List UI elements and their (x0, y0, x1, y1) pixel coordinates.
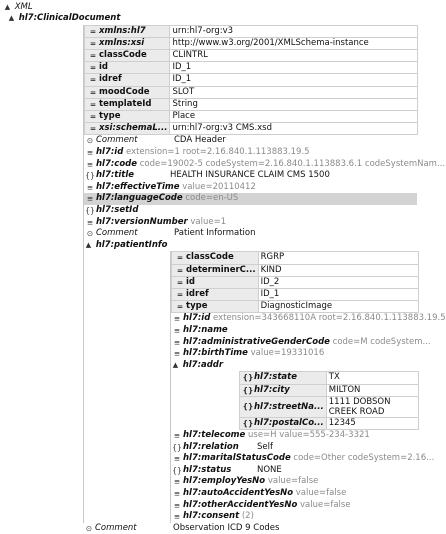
addr-field-value-cell[interactable]: 12345 (326, 417, 418, 429)
collapse-toggle-icon[interactable]: ▲ (4, 3, 11, 11)
attribute-name: determinerC... (186, 264, 256, 275)
attribute-name: idref (186, 288, 209, 299)
attribute-name: type (99, 111, 121, 122)
element-expand-icon[interactable]: ≡ (86, 194, 94, 204)
element-expand-icon[interactable]: ≡ (173, 512, 181, 522)
node-name: hl7:status (183, 464, 232, 475)
attribute-row-moodcode[interactable] (85, 86, 418, 98)
element-expand-icon[interactable]: ≡ (173, 488, 181, 498)
attribute-name-cell[interactable] (172, 252, 259, 264)
attribute-row-classcode[interactable] (85, 50, 418, 62)
addr-field-name: hl7:state (254, 372, 297, 383)
text-node-icon: {} (242, 401, 254, 411)
node-value: Self (257, 441, 273, 452)
node-name: hl7:code (96, 158, 138, 169)
element-expand-icon[interactable]: ≡ (173, 430, 181, 440)
addr-row[interactable] (171, 360, 417, 372)
child-row-hl7-code[interactable] (84, 158, 446, 171)
attribute-name-cell[interactable] (85, 98, 170, 110)
patient-children (171, 313, 446, 359)
node-value: use=H value=555-234-3321 (248, 429, 370, 440)
attribute-name-cell[interactable] (172, 288, 259, 300)
patient-info-row[interactable] (84, 240, 417, 252)
node-name: hl7:name (183, 324, 228, 335)
patient-info-body (170, 251, 446, 522)
element-expand-icon[interactable]: ≡ (173, 454, 181, 464)
child-row-hl7-birthtime[interactable] (171, 348, 417, 360)
attribute-row-xmlns-hl7[interactable] (85, 25, 418, 37)
addr-field-row-hl7-city[interactable] (240, 384, 419, 396)
child-row-hl7-id[interactable] (84, 147, 417, 159)
node-name: hl7:otherAccidentYesNo (183, 499, 298, 510)
attribute-icon: = (176, 302, 184, 312)
attribute-row-xmlns-xsi[interactable] (85, 37, 418, 49)
attribute-value-cell[interactable]: http://www.w3.org/2001/XMLSchema-instance (170, 37, 418, 49)
child-row-hl7-languagecode[interactable] (84, 193, 417, 205)
attribute-value-cell[interactable]: Place (170, 111, 418, 123)
attribute-value-cell[interactable]: ID_1 (258, 288, 418, 300)
attribute-name: id (99, 62, 108, 73)
collapse-toggle-icon[interactable]: ▲ (85, 240, 92, 249)
node-name: hl7:languageCode (96, 193, 183, 204)
node-name: hl7:maritalStatusCode (183, 453, 291, 464)
addr-table (239, 371, 419, 430)
attribute-value-cell[interactable]: ID_2 (258, 276, 418, 288)
document-children (84, 135, 446, 239)
attribute-value-cell[interactable]: ID_1 (170, 74, 418, 86)
attribute-name: classCode (186, 252, 234, 263)
attribute-row-id[interactable] (85, 62, 418, 74)
child-row-hl7-otheraccidentyesno[interactable] (171, 500, 417, 512)
node-name: Comment (95, 522, 137, 533)
comment-node-icon: ⊙ (86, 136, 94, 146)
attribute-icon: = (176, 265, 184, 275)
xml-root-row[interactable] (3, 2, 417, 13)
attribute-name-cell[interactable] (85, 62, 170, 74)
attribute-name: moodCode (99, 86, 150, 97)
document-attributes-table (84, 25, 418, 136)
node-value: value=20110412 (182, 181, 256, 192)
node-value: code=19002-5 codeSystem=2.16.840.1.113883.6.1 codeSystemNam... (139, 158, 446, 169)
attribute-name-cell[interactable] (85, 50, 170, 62)
attribute-icon: = (89, 124, 97, 134)
element-expand-icon[interactable]: ≡ (86, 148, 94, 158)
node-name: hl7:versionNumber (96, 216, 188, 227)
element-expand-icon[interactable]: ≡ (86, 159, 94, 169)
node-value: Patient Information (174, 228, 256, 239)
child-row-hl7-name[interactable] (171, 325, 417, 337)
attribute-name: id (186, 276, 195, 287)
attribute-value-cell[interactable]: RGRP (258, 252, 418, 264)
child-row-hl7-effectivetime[interactable] (84, 182, 417, 194)
attribute-name: classCode (99, 50, 147, 60)
attribute-icon: = (89, 26, 97, 36)
attribute-icon: = (89, 87, 97, 97)
collapse-toggle-icon[interactable]: ▲ (172, 360, 179, 369)
attribute-value-cell[interactable]: ID_1 (170, 62, 418, 74)
addr-field-value-cell[interactable]: MILTON (326, 384, 418, 396)
node-value: extension=1 root=2.16.840.1.113883.19.5 (125, 147, 310, 158)
text-node-icon: {} (172, 465, 182, 475)
element-expand-icon[interactable]: ≡ (86, 217, 94, 227)
addr-field-name-cell[interactable] (240, 384, 327, 396)
attribute-row-xsi-schemal[interactable] (85, 123, 418, 135)
node-name: hl7:id (96, 147, 124, 158)
node-name: hl7:relation (183, 441, 239, 452)
element-expand-icon[interactable]: ≡ (86, 182, 94, 192)
attribute-row-type[interactable] (172, 301, 419, 313)
collapse-toggle-icon[interactable]: ▲ (8, 14, 15, 22)
text-node-icon: {} (242, 373, 254, 383)
attribute-icon: = (89, 38, 97, 48)
element-expand-icon[interactable]: ≡ (173, 349, 181, 359)
child-row-hl7-consent[interactable] (171, 511, 417, 523)
node-name: hl7:autoAccidentYesNo (183, 487, 294, 498)
node-value: extension=343668110A root=2.16.840.1.113883.19.5 (212, 313, 446, 324)
attribute-name: xmlns:hl7 (99, 25, 146, 36)
attribute-name: xmlns:xsi (99, 37, 145, 48)
attribute-name: templateId (99, 98, 152, 109)
node-value: value=1 (190, 216, 227, 227)
child-row-hl7-autoaccidentyesno[interactable] (171, 488, 417, 500)
document-element-name: hl7:ClinicalDocument (18, 13, 121, 23)
text-node-icon: {} (85, 205, 95, 215)
element-expand-icon[interactable]: ≡ (173, 337, 181, 347)
attribute-name-cell[interactable] (85, 37, 170, 49)
node-name: Comment (96, 135, 138, 146)
node-value: code=Other codeSystem=2.16... (293, 453, 435, 464)
attribute-value-cell[interactable]: urn:hl7-org:v3 (170, 25, 418, 37)
child-row-hl7-employyesno[interactable] (171, 476, 417, 488)
node-value: value=19331016 (250, 348, 325, 359)
node-value: HEALTH INSURANCE CLAIM CMS 1500 (170, 170, 330, 181)
child-row-hl7-status[interactable] (171, 465, 417, 477)
addr-element-name: hl7:addr (182, 359, 224, 370)
attribute-value-cell[interactable]: SLOT (170, 86, 418, 98)
child-row-hl7-administrativegendercode[interactable] (171, 336, 431, 349)
attribute-name-cell[interactable] (85, 25, 170, 37)
attribute-icon: = (176, 277, 184, 287)
attribute-name-cell[interactable] (85, 111, 170, 123)
addr-body (239, 371, 417, 430)
element-expand-icon[interactable]: ≡ (173, 314, 181, 324)
addr-field-row-hl7-postalco[interactable] (240, 417, 419, 429)
element-expand-icon[interactable]: ≡ (173, 325, 181, 335)
attribute-name-cell[interactable] (85, 74, 170, 86)
comment-node-icon: ⊙ (86, 229, 94, 239)
attribute-icon: = (176, 289, 184, 299)
comment-node-icon: ⊙ (85, 523, 93, 533)
child-row-hl7-relation[interactable] (171, 442, 417, 454)
node-name: hl7:setId (96, 204, 139, 215)
attribute-row-templateid[interactable] (85, 98, 418, 110)
attribute-name-cell[interactable] (85, 123, 170, 135)
child-row-hl7-telecome[interactable] (171, 430, 417, 442)
node-value: value=false (295, 487, 347, 498)
addr-field-value-cell[interactable]: 1111 DOBSON CREEK ROAD (326, 396, 418, 417)
addr-field-name-cell[interactable] (240, 396, 327, 417)
child-row-comment[interactable] (84, 135, 417, 147)
addr-field-name: hl7:postalCo... (254, 417, 324, 428)
child-row-hl7-versionnumber[interactable] (84, 217, 417, 229)
patient-info-name: hl7:patientInfo (95, 239, 168, 250)
node-name: hl7:effectiveTime (96, 181, 180, 192)
attribute-icon: = (89, 51, 97, 60)
attribute-row-type[interactable] (85, 111, 418, 123)
attribute-name-cell[interactable] (172, 276, 259, 288)
text-node-icon: {} (242, 418, 254, 428)
addr-field-name-cell[interactable] (240, 372, 327, 384)
addr-field-row-hl7-state[interactable] (240, 372, 419, 384)
node-name: hl7:telecome (183, 429, 246, 440)
document-element-row[interactable] (3, 13, 417, 25)
attribute-name: xsi:schemaL... (99, 123, 168, 134)
child-row-hl7-setid[interactable] (84, 205, 417, 217)
xml-root-label: XML (14, 2, 33, 12)
node-name: hl7:administrativeGenderCode (183, 336, 330, 347)
attribute-icon: = (89, 112, 97, 122)
text-node-icon: {} (85, 171, 95, 181)
addr-field-row-hl7-streetna[interactable] (240, 396, 419, 417)
element-expand-icon[interactable]: ≡ (173, 477, 181, 487)
document-footer (83, 523, 417, 534)
attribute-row-idref[interactable] (172, 288, 419, 300)
attribute-icon: = (89, 75, 97, 85)
node-value: NONE (257, 464, 282, 475)
attribute-row-idref[interactable] (85, 74, 418, 86)
attribute-value-cell[interactable]: CLINTRL (170, 50, 418, 62)
attribute-value-cell[interactable]: String (170, 98, 418, 110)
patient-children-after (171, 429, 435, 523)
node-name: Comment (96, 228, 138, 239)
child-row-hl7-title[interactable] (84, 170, 417, 182)
attribute-row-id[interactable] (172, 276, 419, 288)
attribute-icon: = (89, 63, 97, 73)
attribute-name: idref (99, 74, 122, 85)
addr-field-name-cell[interactable] (240, 417, 327, 429)
attribute-value-cell[interactable]: KIND (258, 264, 418, 276)
attribute-value-cell[interactable]: DiagnosticImage (258, 301, 418, 313)
node-value: value=false (267, 476, 319, 487)
attribute-icon: = (176, 253, 184, 263)
patient-attributes-table (171, 251, 419, 313)
document-body (83, 25, 446, 523)
attribute-name-cell[interactable] (172, 264, 259, 276)
attribute-name-cell[interactable] (85, 86, 170, 98)
child-row-comment[interactable] (83, 523, 417, 534)
node-value: value=false (300, 499, 351, 510)
element-expand-icon[interactable]: ≡ (173, 500, 181, 510)
node-name: hl7:consent (183, 511, 240, 522)
node-name: hl7:employYesNo (183, 476, 266, 487)
node-value: code=M codeSystem... (332, 336, 431, 347)
attribute-value-cell[interactable]: urn:hl7-org:v3 CMS.xsd (170, 123, 418, 135)
node-value: CDA Header (174, 135, 226, 146)
attribute-row-classcode[interactable] (172, 252, 419, 264)
addr-field-value-cell[interactable]: TX (326, 372, 418, 384)
node-value: (2) (241, 511, 254, 522)
node-name: hl7:title (96, 170, 134, 181)
node-value: code=en-US (185, 193, 239, 204)
child-row-hl7-id[interactable] (171, 313, 446, 325)
text-node-icon: {} (242, 385, 254, 395)
attribute-icon: = (89, 99, 97, 109)
node-value: Observation ICD 9 Codes (173, 522, 280, 533)
child-row-hl7-maritalstatuscode[interactable] (171, 453, 435, 465)
attribute-row-determinerc[interactable] (172, 264, 419, 276)
attribute-name-cell[interactable] (172, 301, 259, 313)
node-name: hl7:id (183, 313, 211, 324)
node-name: hl7:birthTime (183, 348, 248, 359)
addr-field-name: hl7:streetNa... (254, 401, 324, 412)
attribute-name: type (186, 301, 208, 312)
child-row-comment[interactable] (84, 228, 417, 240)
addr-field-name: hl7:city (254, 384, 290, 395)
text-node-icon: {} (172, 442, 182, 452)
